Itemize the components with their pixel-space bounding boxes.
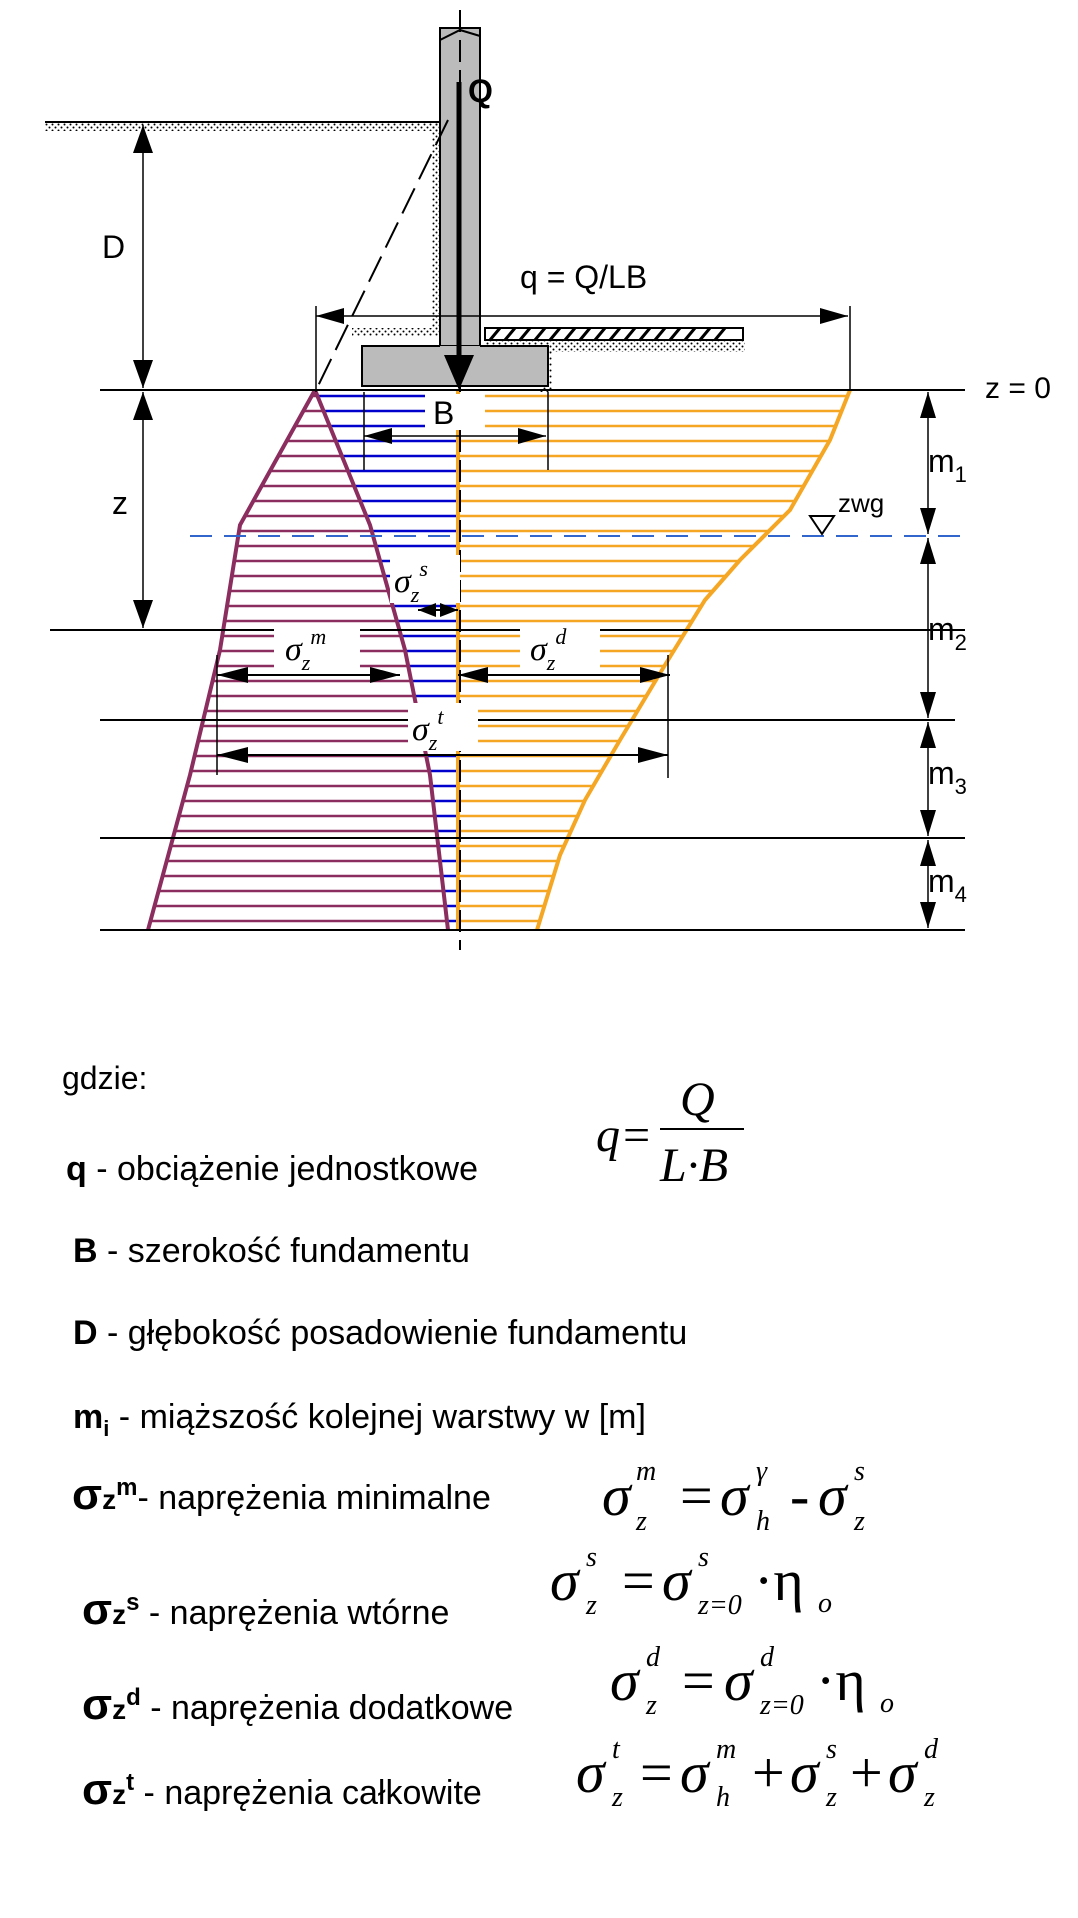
legend-item-B: B - szerokość fundamentu (73, 1232, 470, 1270)
svg-text:s: s (826, 1734, 837, 1765)
svg-text:σ: σ (576, 1740, 605, 1805)
label-sigma-s: $\sigma_z^s$ (394, 556, 428, 607)
svg-text:z=0: z=0 (760, 1690, 804, 1721)
svg-text:z: z (636, 1506, 647, 1537)
dimension-D (133, 125, 153, 388)
svg-text:σ: σ (790, 1740, 819, 1805)
svg-text:+: + (752, 1740, 785, 1805)
svg-text:σ: σ (720, 1463, 749, 1528)
legend-item-D: D - głębokość posadowienie fundamentu (73, 1314, 688, 1352)
svg-text:h: h (716, 1782, 730, 1813)
label-m2: $m_2$ (928, 611, 967, 655)
svg-text:σ: σ (724, 1648, 753, 1713)
svg-text:=: = (680, 1463, 713, 1528)
label-sigma-t: $\sigma_z^t$ (412, 704, 444, 755)
svg-text:d: d (646, 1642, 660, 1673)
label-B: B (433, 395, 455, 431)
floor-slab (485, 328, 743, 340)
svg-text:σ: σ (888, 1740, 917, 1805)
svg-text:z=0: z=0 (698, 1590, 742, 1621)
svg-text:=: = (640, 1740, 673, 1805)
legend-item-sigma-s: $\sigma z^s$ - naprężenia wtórne (82, 1585, 450, 1634)
svg-text:h: h (756, 1506, 770, 1537)
sigma-d-area (458, 396, 848, 921)
formula-sigma-d (610, 1642, 894, 1721)
svg-text:·η: ·η (816, 1648, 866, 1713)
svg-text:z: z (612, 1782, 623, 1813)
svg-text:σ: σ (602, 1463, 631, 1528)
svg-text:σ: σ (818, 1463, 847, 1528)
label-D: D (102, 229, 126, 265)
svg-text:t: t (612, 1734, 620, 1765)
label-Q: Q (468, 73, 493, 109)
formula-sigma-m (602, 1456, 865, 1537)
svg-text:z: z (854, 1506, 865, 1537)
label-m3: $m_3$ (928, 755, 967, 799)
label-zwg: zwg (838, 488, 885, 518)
svg-text:z: z (924, 1782, 935, 1813)
svg-text:m: m (636, 1456, 657, 1487)
svg-text:γ: γ (756, 1456, 768, 1487)
svg-text:o: o (880, 1688, 894, 1719)
legend-item-sigma-m: $\sigma z^m-$ naprężenia minimalne (72, 1470, 491, 1519)
water-table-icon (810, 516, 834, 534)
label-m1: $m_1$ (928, 443, 967, 487)
label-sigma-d: $\sigma_z^d$ (530, 624, 567, 675)
svg-text:-: - (790, 1463, 810, 1528)
svg-text:z: z (826, 1782, 837, 1813)
svg-text:s: s (586, 1542, 597, 1573)
svg-text:σ: σ (610, 1648, 639, 1713)
svg-text:·η: ·η (754, 1548, 804, 1613)
label-q-formula: q = Q/LB (520, 259, 648, 295)
svg-text:σ: σ (662, 1548, 691, 1613)
svg-text:o: o (818, 1588, 832, 1619)
svg-text:σ: σ (680, 1740, 709, 1805)
formula-q-denominator: L·B (660, 1139, 729, 1192)
dimension-z (133, 392, 153, 628)
legend-item-q: q - obciążenie jednostkowe (66, 1150, 479, 1188)
svg-text:s: s (698, 1542, 709, 1573)
svg-text:=: = (682, 1648, 715, 1713)
svg-text:=: = (622, 1548, 655, 1613)
formula-sigma-s (550, 1542, 832, 1621)
formula-q-lhs: q= (596, 1109, 653, 1162)
svg-text:+: + (850, 1740, 883, 1805)
formula-q-bar (660, 1128, 744, 1130)
label-z: z (112, 485, 128, 521)
label-sigma-m: $\sigma_z^m$ (285, 624, 327, 675)
label-z0: z = 0 (985, 372, 1051, 405)
formula-sigma-t (576, 1734, 939, 1813)
svg-text:z: z (586, 1590, 597, 1621)
legend-item-sigma-t: $\sigma z^t$ - naprężenia całkowite (82, 1765, 482, 1814)
legend-item-sigma-d: $\sigma z^d$ - naprężenia dodatkowe (82, 1680, 514, 1729)
label-m4: $m_4$ (928, 863, 967, 907)
svg-text:z: z (646, 1690, 657, 1721)
svg-text:s: s (854, 1456, 865, 1487)
legend-item-m: $m_i$ - miąższość kolejnej warstwy w [m] (73, 1398, 646, 1441)
formula-q-numerator: Q (680, 1073, 715, 1126)
svg-text:d: d (760, 1642, 774, 1673)
svg-text:d: d (924, 1734, 938, 1765)
legend-intro: gdzie: (62, 1060, 148, 1096)
svg-text:m: m (716, 1734, 737, 1765)
svg-text:σ: σ (550, 1548, 579, 1613)
